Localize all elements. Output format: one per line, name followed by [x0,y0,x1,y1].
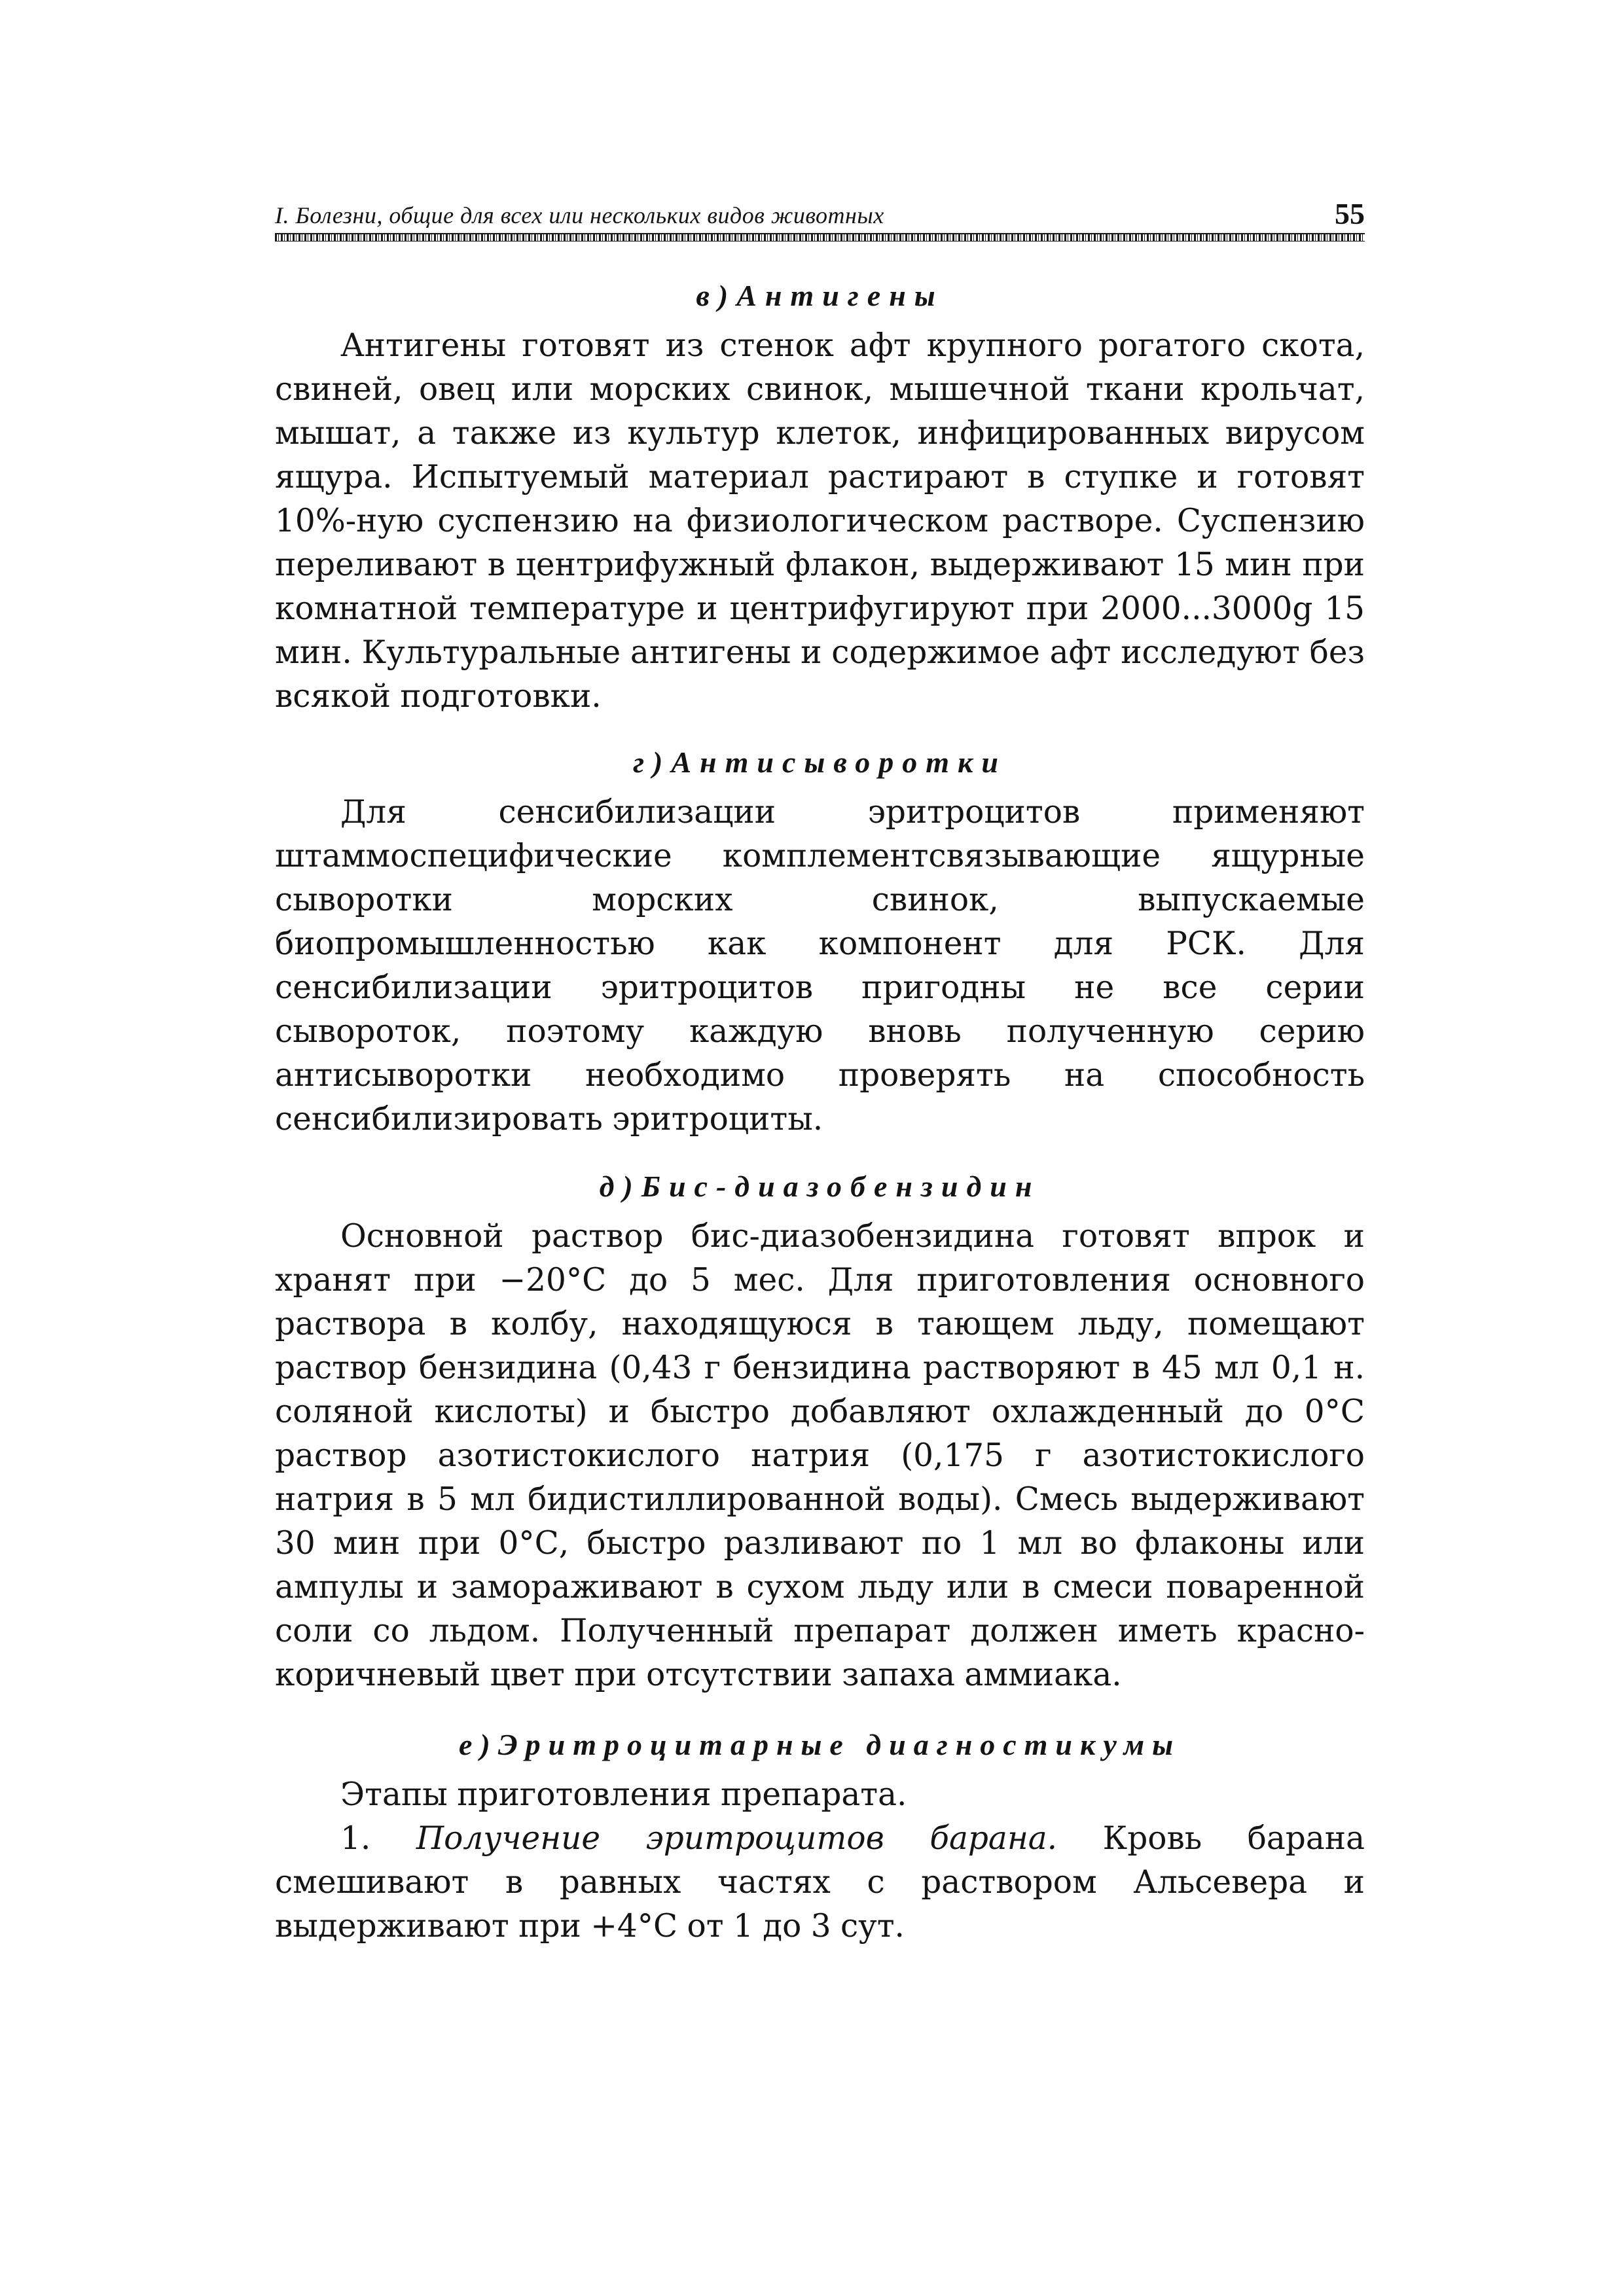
paragraph-step-1 [275,1817,1365,1948]
paragraph-bis-diazobenzidine: Основной раствор бис-диазобензидина готовят впрок и хранят при −20°С до 5 мес. Для приготовления основного раствора в колбу, находящуюся в тающем льду, помещают раствор бензидина (0,43 г бензидина растворяют в 45 мл 0,1 н. соляной кислоты) и быстро добавляют охлажденный до 0°С раствор азотистокислого натрия (0,175 г азотистокислого натрия в 5 мл бидистиллированной воды). Смесь выдерживают 30 мин при 0°С, быстро разливают по 1 мл во флаконы или ампулы и замораживают в сухом льду или в смеси поваренной соли со льдом. Полученный препарат должен иметь красно-коричневый цвет при отсутствии запаха аммиака. [275,1218,1365,1693]
page-number: 55 [1335,197,1365,230]
running-title: I. Болезни, общие для всех или нескольких видов животных [275,202,884,228]
heading-bis-diazobenzidine: д)Бис-диазобензидин [599,1170,1041,1203]
running-head [275,190,1365,229]
step-1-number: 1. [340,1820,371,1857]
paragraph-antigens: Антигены готовят из стенок афт крупного рогатого скота, свиней, овец или морских свинок, мышечной ткани крольчат, мышат, а также из культур клеток, инфицированных вирусом ящура. Испытуемый материал растирают в ступке и готовят 10%-ную суспензию на физиологическом растворе. Суспензию переливают в центрифужный флакон, выдерживают 15 мин при комнатной температуре и центрифугируют при 2000...3000g 15 мин. Культуральные антигены и содержимое афт исследуют без всякой подготовки. [275,327,1365,715]
book-page [275,190,1365,1948]
step-1-text: Кровь барана смешивают в равных частях с раствором Альсевера и выдерживают при +4°С от 1 до 3 сут. [275,1820,1365,1945]
paragraph-steps-intro: Этапы приготовления препарата. [340,1776,907,1813]
header-rule [275,233,1365,242]
heading-erythrocyte-diagnosticums: е)Эритроцитарные диагностикумы [458,1728,1182,1761]
step-1-title: Получение эритроцитов барана. [416,1820,1058,1857]
heading-antigens: в)Антигены [696,279,944,312]
paragraph-antisera: Для сенсибилизации эритроцитов применяют штаммоспецифические комплементсвязывающие ящурные сыворотки морских свинок, выпускаемые биопромышленностью как компонент для РСК. Для сенсибилизации эритроцитов пригодны не все серии сывороток, поэтому каждую вновь полученную серию антисыворотки необходимо проверять на способность сенсибилизировать эритроциты. [275,794,1365,1138]
heading-antisera: г)Антисыворотки [633,745,1007,779]
